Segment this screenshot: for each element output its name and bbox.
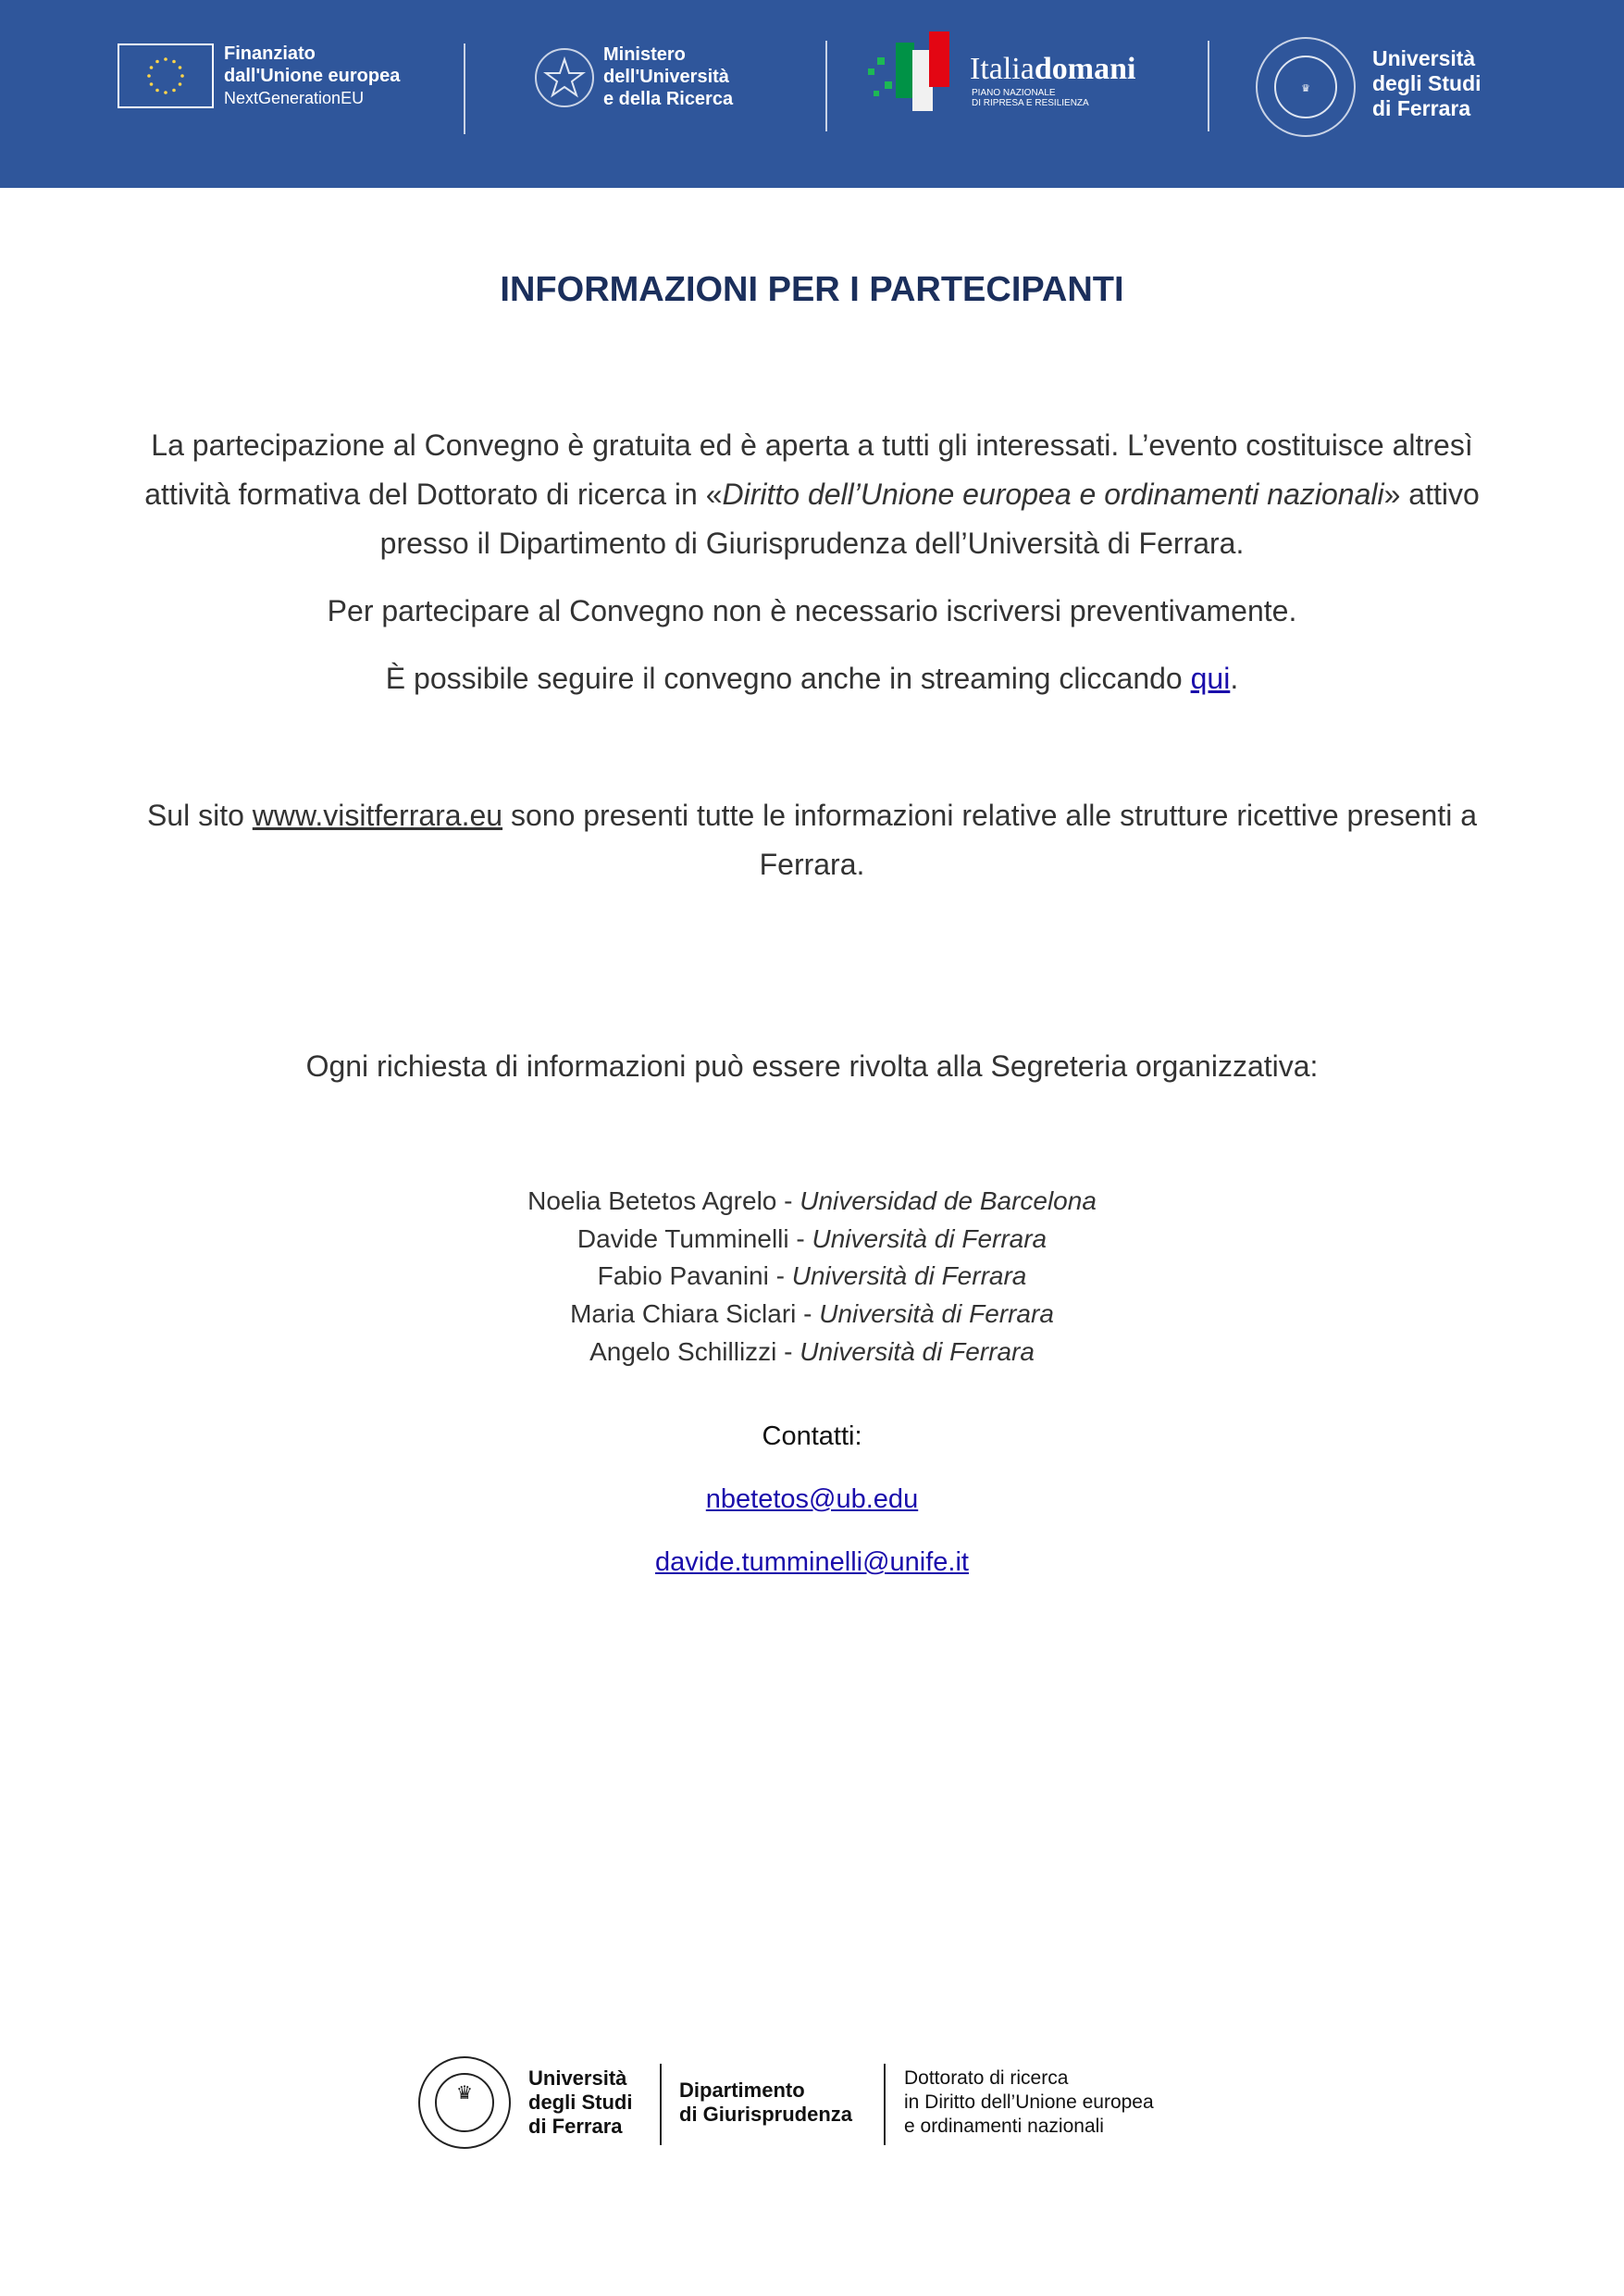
email-link[interactable]: nbetetos@ub.edu <box>705 1484 919 1514</box>
italiadomani-sub1: PIANO NAZIONALE <box>972 88 1056 98</box>
info-request-paragraph: Ogni richiesta di informazioni può essere rivolta alla Segreteria organizzativa: <box>305 1049 1319 1083</box>
italiadomani-flag-icon <box>866 30 963 113</box>
organizer-name: Davide Tumminelli - <box>576 1223 812 1253</box>
italian-emblem-icon <box>535 48 594 107</box>
italiadomani-sub2: DI RIPRESA E RESILIENZA <box>972 98 1089 108</box>
organizer-item <box>0 1221 1624 1259</box>
organizer-item <box>0 1296 1624 1334</box>
footer-unife-line3: di Ferrara <box>528 2115 623 2138</box>
organizer-name: Maria Chiara Siclari - <box>570 1299 820 1329</box>
registration-paragraph: Per partecipare al Convegno non è necessario iscriversi preventivamente. <box>327 594 1297 627</box>
accommodation-text: Sul sito <box>146 799 253 832</box>
visitferrara-link[interactable]: www.visitferrara.eu <box>252 799 503 832</box>
eu-line1: Finanziato <box>224 43 316 64</box>
footer-dept-text <box>679 2079 852 2127</box>
header-divider <box>464 43 465 134</box>
unife-header-text <box>1372 46 1481 121</box>
contacts-label: Contatti: <box>762 1421 862 1451</box>
header-divider <box>1208 41 1209 131</box>
streaming-paragraph <box>130 654 1494 703</box>
organizer-name: Fabio Pavanini - <box>597 1261 792 1291</box>
mur-line1: Ministero <box>603 44 686 65</box>
eu-line2: dall'Unione europea <box>224 66 401 86</box>
streaming-link[interactable]: qui <box>1190 662 1231 695</box>
footer-divider <box>660 2064 662 2145</box>
eu-funding-text <box>224 43 400 109</box>
page-title: INFORMAZIONI PER I PARTECIPANTI <box>500 270 1124 309</box>
organizer-item <box>0 1258 1624 1296</box>
eu-line3: NextGenerationEU <box>224 89 365 107</box>
email-link[interactable]: davide.tumminelli@unife.it <box>655 1547 969 1577</box>
footer-phd-text <box>904 2066 1154 2139</box>
email-row <box>0 1484 1624 1515</box>
footer-unife-text <box>528 2066 632 2139</box>
intro-text-end: » attivo presso il Dipartimento di Giurisprudenza dell’Università di Ferrara. <box>379 478 1480 560</box>
footer-phd-line3: e ordinamenti nazionali <box>904 2116 1104 2137</box>
footer-phd-line2: in Diritto dell’Unione europea <box>904 2091 1154 2113</box>
email-row <box>0 1547 1624 1578</box>
organizer-name: Angelo Schillizzi - <box>589 1336 800 1366</box>
unife-line1: Università <box>1372 46 1476 70</box>
eu-flag-icon <box>118 43 214 108</box>
organizers-list <box>0 1183 1624 1371</box>
intro-paragraph <box>130 421 1494 568</box>
italiadomani-logo <box>970 52 1135 87</box>
ministry-text <box>603 43 733 110</box>
header-divider <box>825 41 827 131</box>
accommodation-paragraph <box>130 791 1494 889</box>
footer-divider <box>884 2064 886 2145</box>
organizer-affiliation: Università di Ferrara <box>791 1261 1027 1291</box>
italiadomani-subtitle <box>972 88 1089 108</box>
unife-seal-icon: ♛ <box>418 2056 511 2149</box>
italiadomani-a: Italia <box>970 52 1035 86</box>
organizer-affiliation: Università di Ferrara <box>819 1299 1054 1329</box>
unife-seal-icon: ♛ <box>1256 37 1356 137</box>
organizer-affiliation: Universidad de Barcelona <box>800 1186 1097 1215</box>
footer-dept-line2: di Giurisprudenza <box>679 2103 853 2126</box>
intro-text: La partecipazione al Convegno è gratuita ed è aperta a tutti gli interessati. L’evento costituisce altresì attività formativa del Dottorato di ricerca in « <box>144 428 1473 511</box>
italiadomani-b: domani <box>1034 52 1136 86</box>
footer-unife-line1: Università <box>528 2066 627 2090</box>
phd-program-name: Diritto dell’Unione europea e ordinamenti nazionali <box>722 478 1384 511</box>
streaming-period: . <box>1230 662 1239 695</box>
organizer-item <box>0 1334 1624 1371</box>
header-banner <box>0 0 1624 188</box>
streaming-text: È possibile seguire il convegno anche in streaming cliccando <box>385 662 1191 695</box>
unife-line3: di Ferrara <box>1372 96 1471 120</box>
mur-line3: e della Ricerca <box>603 89 734 109</box>
organizer-name: Noelia Betetos Agrelo - <box>527 1186 800 1215</box>
organizer-affiliation: Università di Ferrara <box>800 1336 1035 1366</box>
footer-unife-line2: degli Studi <box>528 2091 633 2114</box>
accommodation-text-end: sono presenti tutte le informazioni relative alle strutture ricettive presenti a Ferrara. <box>502 799 1478 881</box>
mur-line2: dell'Università <box>603 67 729 87</box>
organizer-item <box>0 1183 1624 1221</box>
footer-dept-line1: Dipartimento <box>679 2079 805 2102</box>
unife-line2: degli Studi <box>1372 71 1481 95</box>
organizer-affiliation: Università di Ferrara <box>812 1223 1048 1253</box>
footer-phd-line1: Dottorato di ricerca <box>904 2067 1069 2089</box>
